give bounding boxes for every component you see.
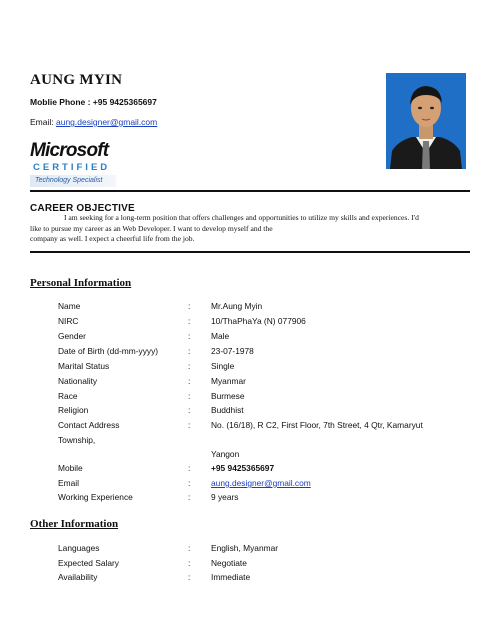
row-value: Single bbox=[211, 361, 235, 371]
row-colon: : bbox=[188, 405, 191, 415]
career-objective-text bbox=[30, 213, 470, 245]
row-value: 23-07-1978 bbox=[211, 346, 254, 356]
row-label: Race bbox=[58, 391, 78, 401]
row-value: Buddhist bbox=[211, 405, 244, 415]
row-colon: : bbox=[188, 543, 191, 553]
specialist-text: Technology Specialist bbox=[30, 175, 116, 187]
row-colon: : bbox=[188, 572, 191, 582]
career-line-2: like to pursue my career as an Web Developer. I want to develop myself and the bbox=[30, 223, 273, 233]
row-colon: : bbox=[188, 478, 191, 488]
row-value: Mr.Aung Myin bbox=[211, 301, 263, 311]
divider-middle bbox=[30, 251, 470, 253]
row-value: Myanmar bbox=[211, 376, 246, 386]
row-value: 9 years bbox=[211, 492, 239, 502]
row-label: NIRC bbox=[58, 316, 79, 326]
row-colon: : bbox=[188, 376, 191, 386]
row-colon: : bbox=[188, 361, 191, 371]
career-objective-heading: CAREER OBJECTIVE bbox=[30, 203, 135, 214]
phone-line: Moblie Phone : +95 9425365697 bbox=[30, 97, 157, 107]
row-label: Religion bbox=[58, 405, 89, 415]
row-label: Name bbox=[58, 301, 81, 311]
row-label: Working Experience bbox=[58, 492, 133, 502]
row-label: Township, bbox=[58, 435, 96, 445]
microsoft-certified-logo bbox=[30, 140, 125, 188]
row-colon: : bbox=[188, 301, 191, 311]
row-label: Date of Birth (dd-mm-yyyy) bbox=[58, 346, 159, 356]
email-label: Email: bbox=[30, 117, 54, 127]
row-label: Nationality bbox=[58, 376, 98, 386]
row-colon: : bbox=[188, 391, 191, 401]
row-label: Availability bbox=[58, 572, 98, 582]
row-label: Email bbox=[58, 478, 79, 488]
candidate-name: AUNG MYIN bbox=[30, 72, 123, 88]
row-label: Mobile bbox=[58, 463, 83, 473]
row-value: 10/ThaPhaYa (N) 077906 bbox=[211, 316, 306, 326]
row-value: Immediate bbox=[211, 572, 251, 582]
career-line-3: company as well. I expect a cheerful life from the job. bbox=[30, 234, 195, 243]
row-colon: : bbox=[188, 558, 191, 568]
email-link[interactable]: aung.designer@gmail.com bbox=[56, 117, 158, 127]
row-value: Negotiate bbox=[211, 558, 247, 568]
row-value: Burmese bbox=[211, 391, 245, 401]
row-label: Contact Address bbox=[58, 420, 120, 430]
personal-information-heading: Personal Information bbox=[30, 277, 132, 289]
row-value: No. (16/18), R C2, First Floor, 7th Street, 4 Qtr, Kamaryut bbox=[211, 420, 423, 430]
row-value: English, Myanmar bbox=[211, 543, 279, 553]
row-label: Gender bbox=[58, 331, 86, 341]
row-value: Male bbox=[211, 331, 230, 341]
other-information-heading: Other Information bbox=[30, 518, 119, 530]
divider-top bbox=[30, 190, 470, 192]
row-colon: : bbox=[188, 463, 191, 473]
row-colon: : bbox=[188, 346, 191, 356]
certified-text: CERTIFIED bbox=[33, 162, 111, 173]
row-value: +95 9425365697 bbox=[211, 463, 275, 473]
row-colon: : bbox=[188, 492, 191, 502]
career-line-1: I am seeking for a long-term position that offers challenges and opportunities to utilize my skills and experiences. I'd bbox=[64, 213, 419, 222]
row-label: Languages bbox=[58, 543, 100, 553]
row-email-link[interactable]: aung.designer@gmail.com bbox=[211, 478, 311, 488]
row-value: Yangon bbox=[211, 449, 240, 459]
profile-photo bbox=[386, 73, 466, 169]
row-label: Marital Status bbox=[58, 361, 110, 371]
person-photo-icon bbox=[386, 73, 466, 169]
row-label: Expected Salary bbox=[58, 558, 119, 568]
email-line bbox=[30, 117, 157, 127]
row-colon: : bbox=[188, 316, 191, 326]
row-colon: : bbox=[188, 331, 191, 341]
row-colon: : bbox=[188, 420, 191, 430]
microsoft-wordmark: Microsoft bbox=[30, 140, 109, 161]
